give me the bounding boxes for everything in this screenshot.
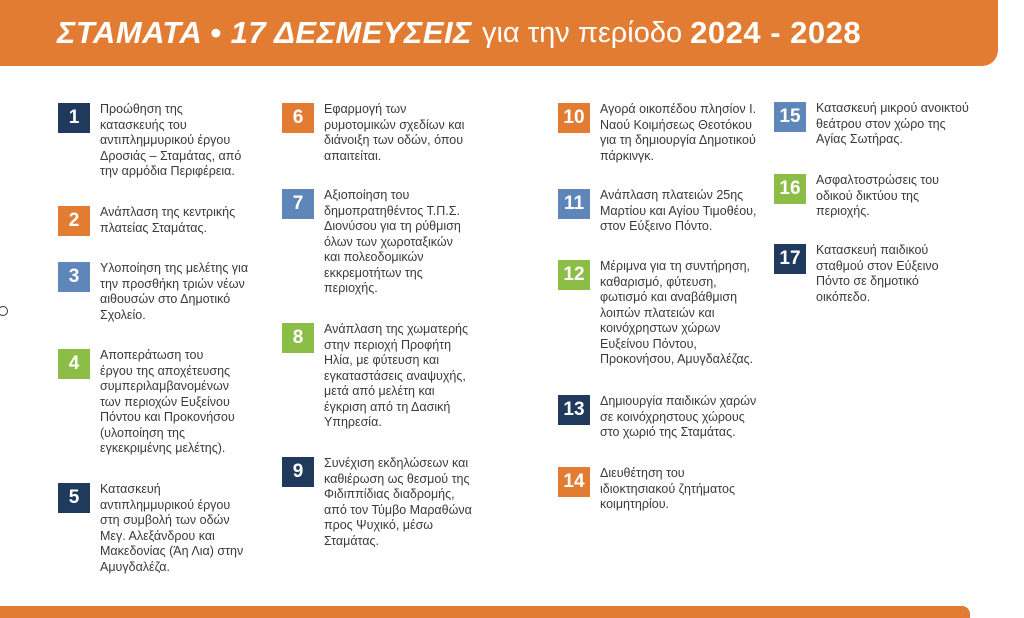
item-text: Κατασκευή παιδικού σταθμού στον Εύξεινο Πόντο σε δημοτικό οικόπεδο. [816,243,939,304]
commitment-item-7 [282,188,461,297]
item-text: Υλοποίηση της μελέτης για την προσθήκη τριών νέων αιθουσών στο Δημοτικό Σχολείο. [100,261,249,322]
commitment-item-14 [558,466,735,513]
header-banner [0,0,998,66]
item-number-badge: 17 [774,244,806,274]
header-title-years: 2024 - 2028 [690,15,862,50]
item-number-badge: 3 [58,262,90,292]
footer-bar [0,606,970,618]
item-number-badge: 6 [282,103,314,133]
item-number-badge: 9 [282,457,314,487]
commitment-item-1 [58,102,241,180]
commitment-item-8 [282,322,468,431]
item-text: Αποπεράτωση του έργου της αποχέτευσης συμπεριλαμβανομένων των περιοχών Ευξείνου Πόντου και Προκονήσου (υλοποίηση της εγκεκριμένης μελέτης). [100,348,235,455]
commitment-item-2 [58,205,235,236]
item-number-badge: 15 [774,102,806,132]
item-number-badge: 7 [282,189,314,219]
item-number-badge: 13 [558,395,590,425]
item-number-badge: 11 [558,189,590,219]
item-text: Εφαρμογή των ρυμοτομικών σχεδίων και διάνοιξη των οδών, όπου απαιτείται. [324,102,465,163]
item-text: Αξιοποίηση του δημοπρατηθέντος Τ.Π.Σ. Διονύσου για τη ρύθμιση όλων των χωροταξικών και πολεοδομικών εκκρεμοτήτων της περιοχής. [324,188,461,295]
item-text: Διευθέτηση του ιδιοκτησιακού ζητήματος κοιμητηρίου. [600,466,735,511]
item-text: Συνέχιση εκδηλώσεων και καθιέρωση ως θεσμού της Φιδιππίδιας διαδρομής, από τον Τύμβο Μαραθώνα προς Ψυχικό, μέσω Σταμάτας. [324,456,472,548]
item-text: Ασφαλτοστρώσεις του οδικού δικτύου της περιοχής. [816,173,939,218]
commitment-item-10 [558,102,756,164]
item-text: Ανάπλαση πλατειών 25ης Μαρτίου και Αγίου Τιμοθέου, στον Εύξεινο Πόντο. [600,188,757,233]
item-number-badge: 5 [58,483,90,513]
commitment-item-5 [58,482,243,575]
commitment-item-15 [774,101,969,148]
item-number-badge: 10 [558,103,590,133]
item-text: Αγορά οικοπέδου πλησίον Ι. Ναού Κοιμήσεως Θεοτόκου για τη δημιουργία Δημοτικού πάρκινγκ. [600,102,757,163]
commitment-item-17 [774,243,939,305]
commitment-item-11 [558,188,757,235]
item-number-badge: 8 [282,323,314,353]
item-text: Προώθηση της κατασκευής του αντιπλημμυρικού έργου Δροσιάς – Σταμάτας, από την αρμόδια Περιφέρεια. [100,102,242,178]
cursor-mark [0,306,8,316]
commitment-item-3 [58,261,248,323]
item-number-badge: 12 [558,260,590,290]
item-number-badge: 4 [58,349,90,379]
item-text: Δημιουργία παιδικών χαρών σε κοινόχρηστους χώρους στο χωριό της Σταμάτας. [600,394,757,439]
commitment-item-16 [774,173,939,220]
item-number-badge: 1 [58,103,90,133]
item-text: Ανάπλαση της κεντρικής πλατείας Σταμάτας. [100,205,236,235]
commitment-item-4 [58,348,235,457]
commitment-item-12 [558,259,753,368]
item-text: Κατασκευή μικρού ανοικτού θεάτρου στον χώρο της Αγίας Σωτήρας. [816,101,969,146]
commitment-item-6 [282,102,464,164]
commitment-item-13 [558,394,756,441]
header-title-period: για την περίοδο [481,16,683,49]
item-text: Μέριμνα για τη συντήρηση, καθαρισμό, φύτευση, φωτισμό και αναβάθμιση λοιπών πλατειών και κοινόχρηστων χώρων Ευξείνου Πόντου, Προκονήσου, Αμυγδαλέζας. [600,259,754,366]
item-number-badge: 14 [558,467,590,497]
item-number-badge: 16 [774,174,806,204]
item-text: Ανάπλαση της χωματερής στην περιοχή Προφήτη Ηλία, με φύτευση και εγκαταστάσεις αναψυχής, μετά από μελέτη και έγκριση από τη Δασική Υπηρεσία. [324,322,469,429]
commitment-item-9 [282,456,472,549]
item-number-badge: 2 [58,206,90,236]
item-text: Κατασκευή αντιπλημμυρικού έργου στη συμβολή των οδών Μεγ. Αλεξάνδρου και Μακεδονίας (Άη Λια) στην Αμυγδαλέζα. [100,482,244,574]
header-title-bold: ΣΤΑΜΑΤΑ • 17 ΔΕΣΜΕΥΣΕΙΣ [57,15,472,50]
